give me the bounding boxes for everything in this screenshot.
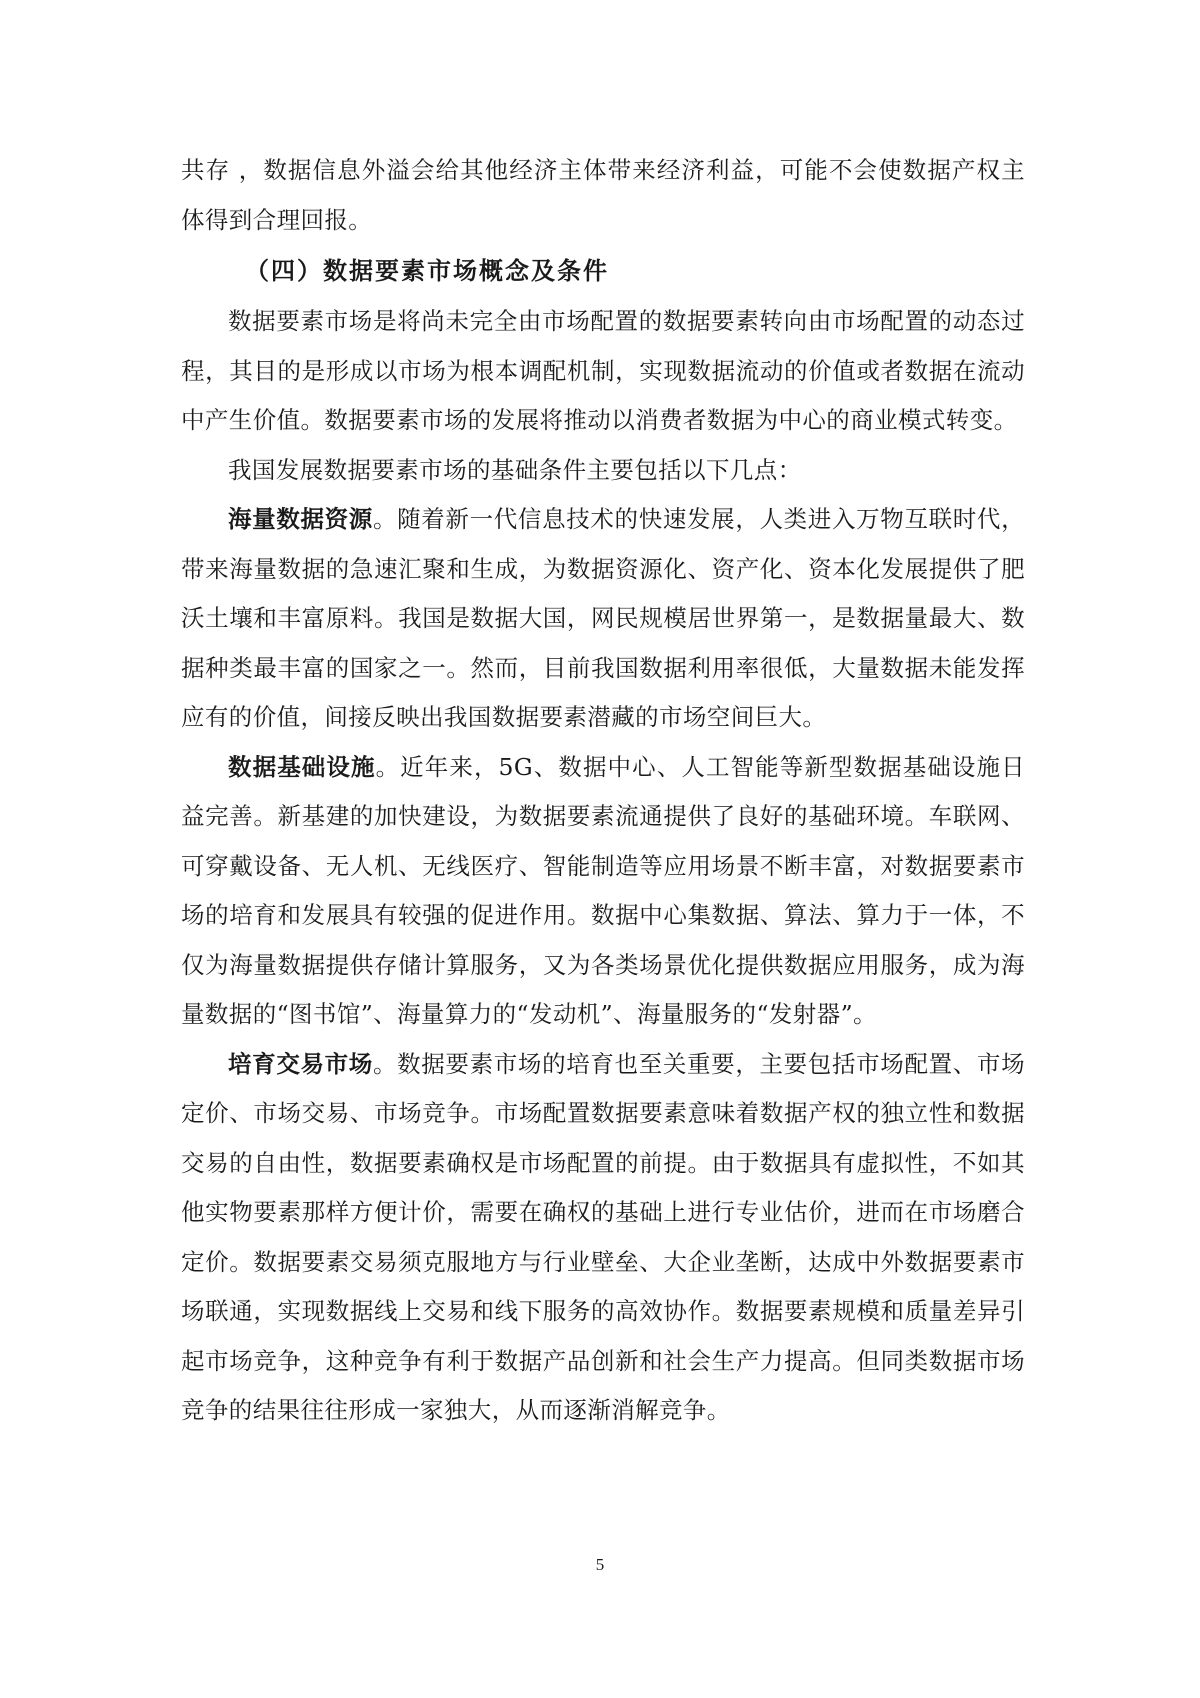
continuation-paragraph: 共存 ，数据信息外溢会给其他经济主体带来经济利益，可能不会使数据产权主体得到合理回报。 [181, 156, 1025, 234]
condition-lead: 海量数据资源 [228, 505, 373, 533]
condition-text: 。随着新一代信息技术的快速发展，人类进入万物互联时代，带来海量数据的急速汇聚和生成，为数据资源化、资产化、资本化发展提供了肥沃土壤和丰富原料。我国是数据大国，网民规模居世界第一，是数据量最大、数据种类最丰富的国家之一。然而，目前我国数据利用率很低，大量数据未能发挥应有的价值，间接反映出我国数据要素潜藏的市场空间巨大。 [181, 505, 1025, 731]
page-number: 5 [595, 1555, 605, 1574]
condition-paragraph-market [181, 1040, 1025, 1436]
condition-paragraph-massive-data [181, 495, 1025, 743]
condition-lead: 培育交易市场 [228, 1049, 373, 1078]
document-page [181, 146, 1025, 1436]
condition-paragraph-infrastructure [181, 743, 1025, 1040]
conditions-intro-paragraph: 我国发展数据要素市场的基础条件主要包括以下几点： [228, 455, 802, 484]
condition-lead: 数据基础设施 [228, 752, 376, 781]
condition-text: 。近年来，5G、数据中心、人工智能等新型数据基础设施日益完善。新基建的加快建设，为数据要素流通提供了良好的基础环境。车联网、可穿戴设备、无人机、无线医疗、智能制造等应用场景不断丰富，对数据要素市场的培育和发展具有较强的促进作用。数据中心集数据、算法、算力于一体，不仅为海量数据提供存储计算服务，又为各类场景优化提供数据应用服务，成为海量数据的“图书馆”、海量算力的“发动机”、海量服务的“发射器”。 [181, 752, 1025, 1028]
section-heading: （四）数据要素市场概念及条件 [245, 257, 609, 285]
condition-text: 。数据要素市场的培育也至关重要，主要包括市场配置、市场定价、市场交易、市场竞争。市场配置数据要素意味着数据产权的独立性和数据交易的自由性，数据要素确权是市场配置的前提。由于数据具有虚拟性，不如其他实物要素那样方便计价，需要在确权的基础上进行专业估价，进而在市场磨合定价。数据要素交易须克服地方与行业壁垒、大企业垄断，达成中外数据要素市场联通，实现数据线上交易和线下服务的高效协作。数据要素规模和质量差异引起市场竞争，这种竞争有利于数据产品创新和社会生产力提高。但同类数据市场竞争的结果往往形成一家独大，从而逐渐消解竞争。 [181, 1049, 1025, 1424]
intro-paragraph: 数据要素市场是将尚未完全由市场配置的数据要素转向由市场配置的动态过程，其目的是形成以市场为根本调配机制，实现数据流动的价值或者数据在流动中产生价值。数据要素市场的发展将推动以消费者数据为中心的商业模式转变。 [181, 307, 1025, 434]
